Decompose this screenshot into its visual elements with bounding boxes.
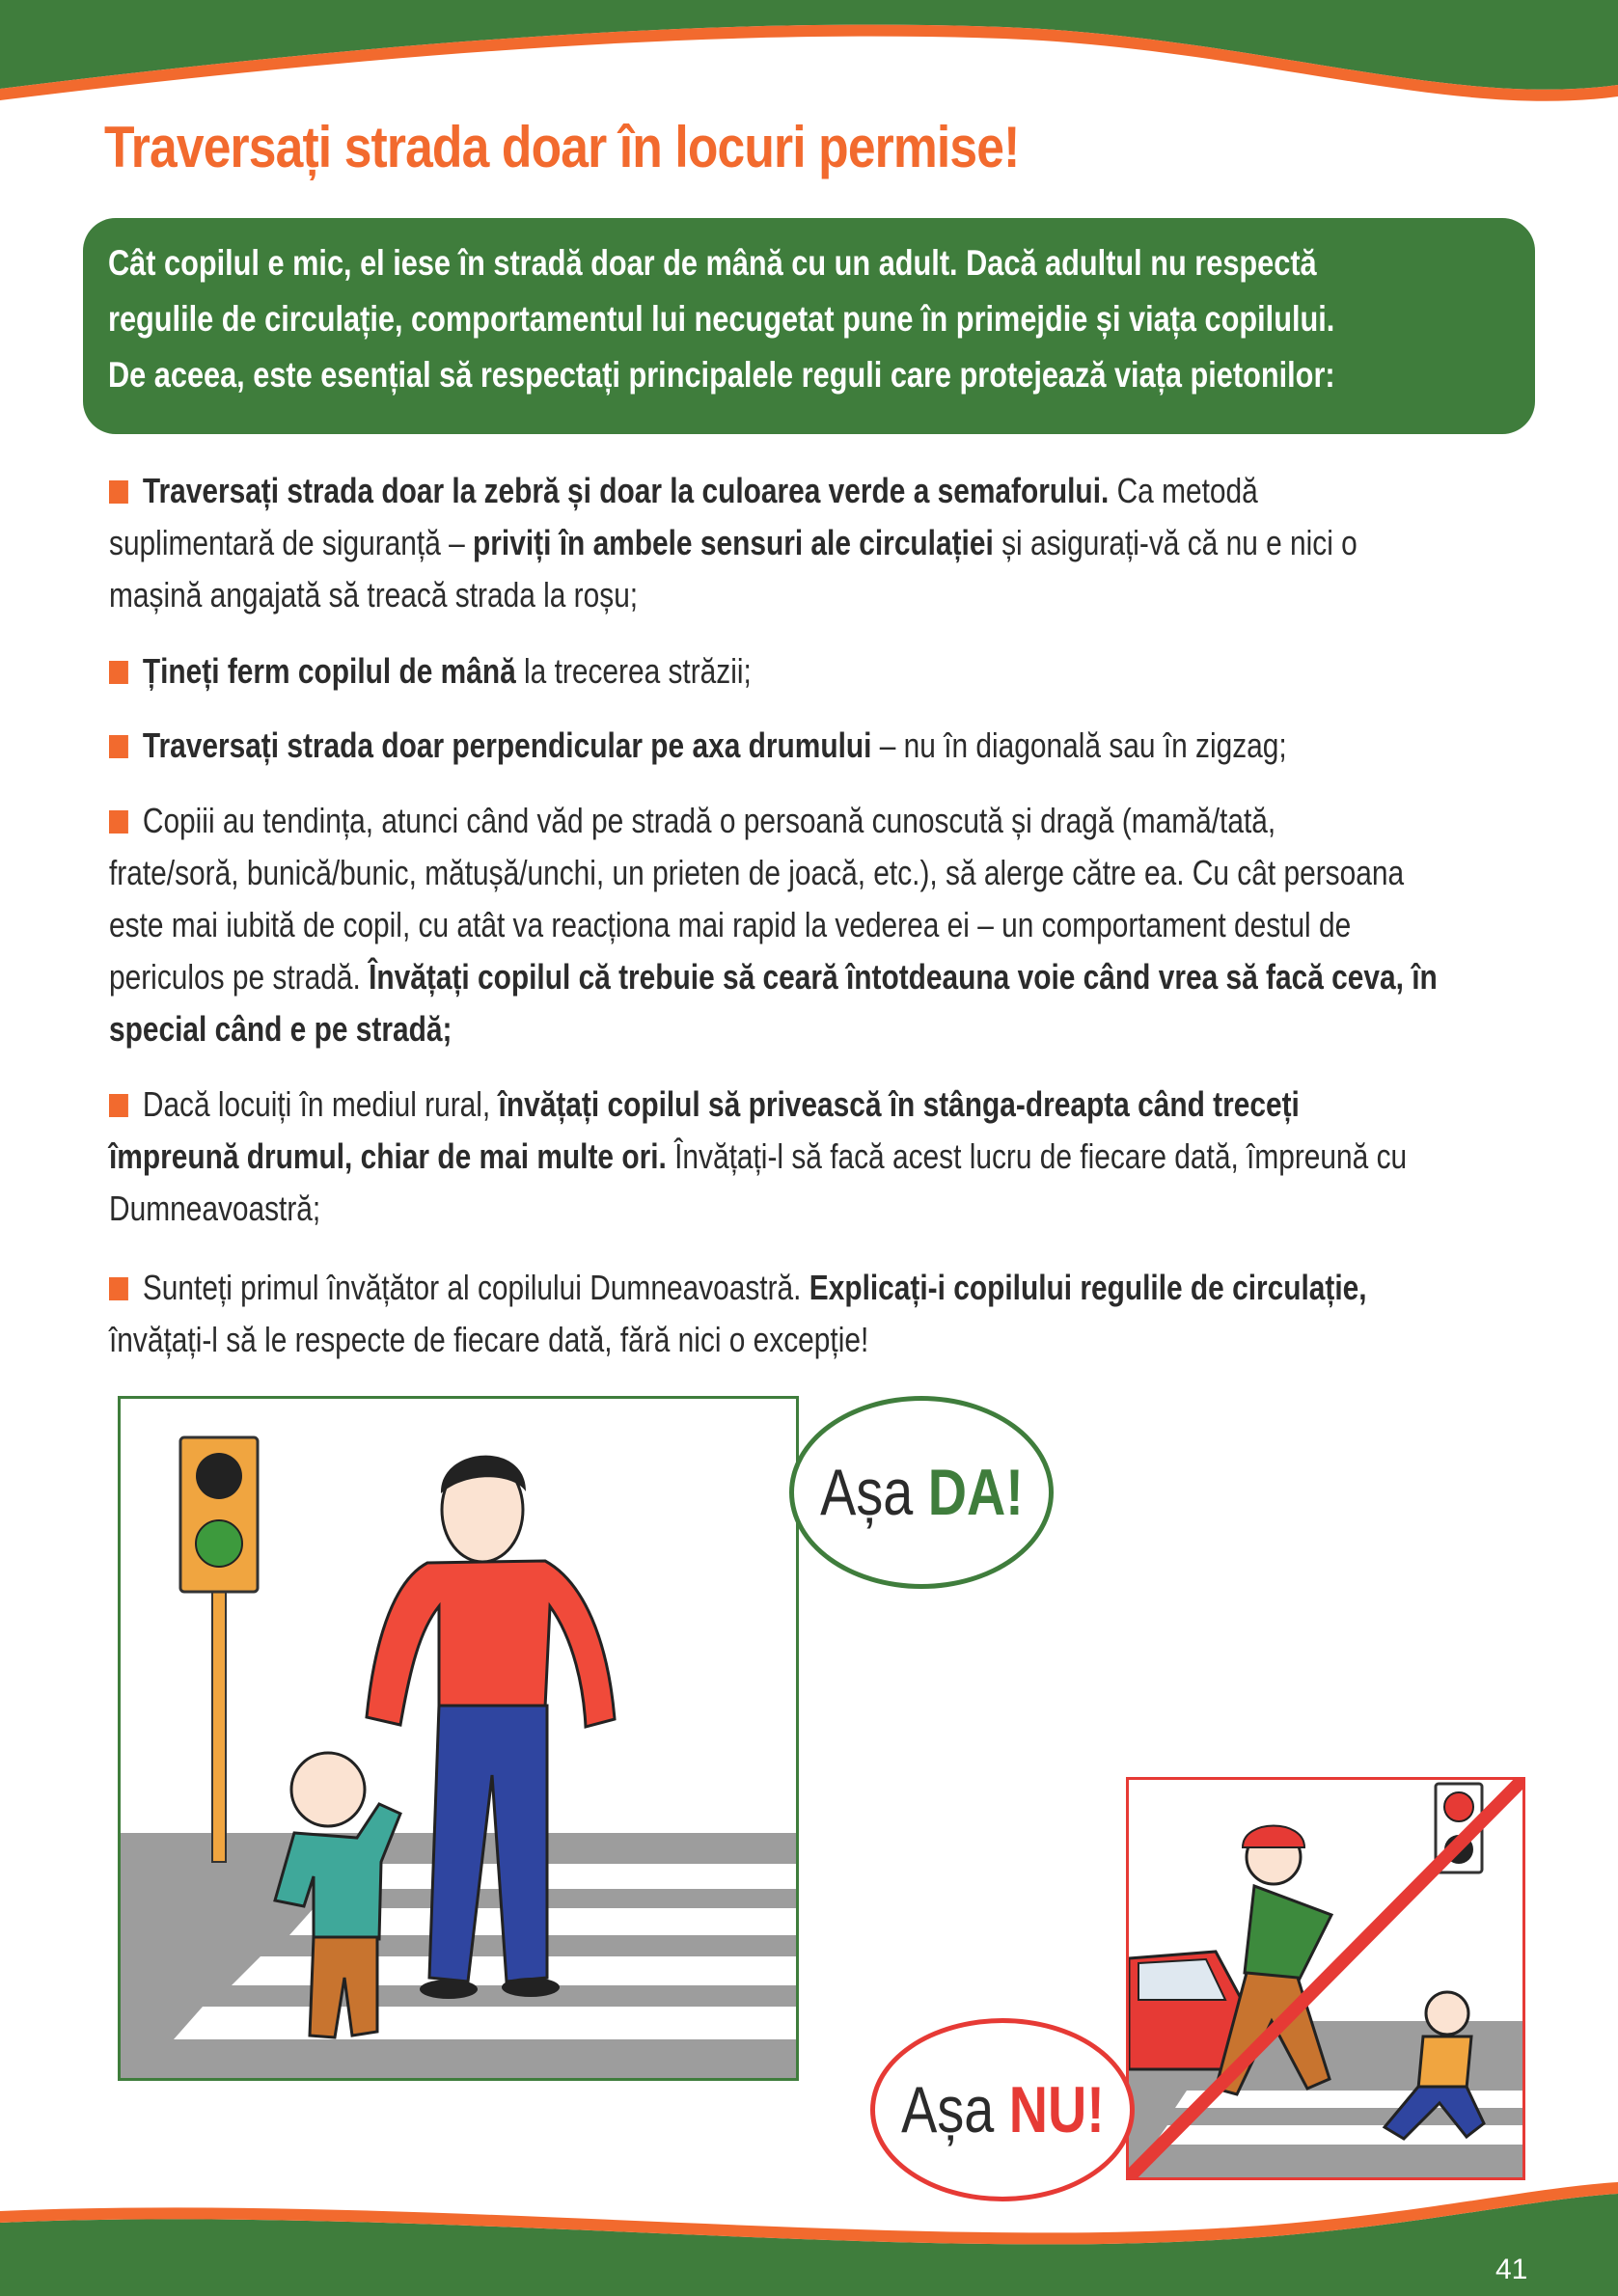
wrong-label-bubble — [870, 2018, 1135, 2201]
rule-text: mașină angajată să treacă strada la roșu; — [109, 575, 639, 615]
wrong-label-prefix: Așa — [900, 2073, 1009, 2146]
correct-label-prefix: Așa — [819, 1456, 928, 1529]
rule-item — [109, 1079, 1487, 1235]
rule-text-bold: Traversați strada doar perpendicular pe axa drumului — [142, 725, 872, 765]
page-title: Traversați strada doar în locuri permise! — [104, 115, 1020, 179]
square-bullet-icon — [109, 661, 128, 684]
rule-text-bold: special când e pe stradă; — [109, 1009, 452, 1049]
footer-wave-band — [0, 2182, 1618, 2296]
intro-line: Cât copilul e mic, el iese în stradă doar de mână cu un adult. Dacă adultul nu respectă — [108, 243, 1317, 283]
rule-text-bold: Învățați copilul că trebuie să ceară întotdeauna voie când vrea să facă ceva, în — [369, 957, 1438, 997]
rule-text: Dumneavoastră; — [109, 1189, 321, 1228]
intro-box — [83, 218, 1535, 434]
square-bullet-icon — [109, 1277, 128, 1300]
square-bullet-icon — [109, 480, 128, 504]
rule-item — [109, 720, 1487, 772]
rule-text: periculos pe stradă. — [109, 957, 370, 997]
rule-text: este mai iubită de copil, cu atât va reacționa mai rapid la vederea ei – un comportament destul de — [109, 905, 1352, 944]
correct-crossing-illustration — [118, 1396, 799, 2081]
rule-text: frate/soră, bunică/bunic, mătușă/unchi, un prieten de joacă, etc.), să alerge către ea. Cu cât persoana — [109, 853, 1405, 892]
square-bullet-icon — [109, 735, 128, 758]
rule-item — [109, 1262, 1487, 1366]
rule-item — [109, 645, 1487, 697]
square-bullet-icon — [109, 810, 128, 834]
wrong-crossing-illustration — [1126, 1777, 1525, 2180]
wrong-label-accent: NU! — [1008, 2073, 1105, 2146]
intro-line: De aceea, este esențial să respectați principalele reguli care protejează viața pietonilor: — [108, 355, 1335, 395]
rule-text: Sunteți primul învățător al copilului Dumneavoastră. — [142, 1268, 809, 1307]
correct-crossing-scene — [121, 1399, 796, 2078]
rule-text-bold: învățați copilul să privească în stânga-dreapta când treceți — [498, 1084, 1300, 1124]
rule-text: la trecerea străzii; — [515, 651, 752, 691]
rule-item — [109, 795, 1487, 1055]
rule-text: învățați-l să le respecte de fiecare dată, fără nici o excepție! — [109, 1320, 869, 1359]
rule-text-bold: împreună drumul, chiar de mai multe ori. — [109, 1136, 667, 1176]
rule-text: și asigurați-vă că nu e nici o — [993, 523, 1357, 562]
rule-text-bold: Traversați strada doar la zebră și doar la culoarea verde a semaforului. — [142, 471, 1110, 510]
rule-text-bold: priviți în ambele sensuri ale circulației — [473, 523, 994, 562]
rule-text: – nu în diagonală sau în zigzag; — [871, 725, 1287, 765]
rule-item — [109, 465, 1487, 621]
rule-text-bold: Țineți ferm copilul de mână — [142, 651, 516, 691]
page-number: 41 — [1495, 2254, 1528, 2285]
correct-label-accent: DA! — [927, 1456, 1024, 1529]
square-bullet-icon — [109, 1094, 128, 1117]
rule-text: Dacă locuiți în mediul rural, — [142, 1084, 499, 1124]
intro-line: regulile de circulație, comportamentul lui necugetat pune în primejdie și viața copilului. — [108, 299, 1335, 339]
rule-text: Învățați-l să facă acest lucru de fiecare dată, împreună cu — [666, 1136, 1408, 1176]
rule-text: Ca metodă — [1109, 471, 1258, 510]
rule-text: Copiii au tendința, atunci când văd pe stradă o persoană cunoscută și dragă (mamă/tată, — [142, 801, 1276, 840]
wrong-crossing-scene — [1129, 1780, 1522, 2177]
rule-text-bold: Explicați-i copilului regulile de circulație, — [809, 1268, 1367, 1307]
correct-label-bubble — [789, 1396, 1054, 1589]
header-wave-band — [0, 0, 1618, 125]
rule-text: suplimentară de siguranță – — [109, 523, 474, 562]
